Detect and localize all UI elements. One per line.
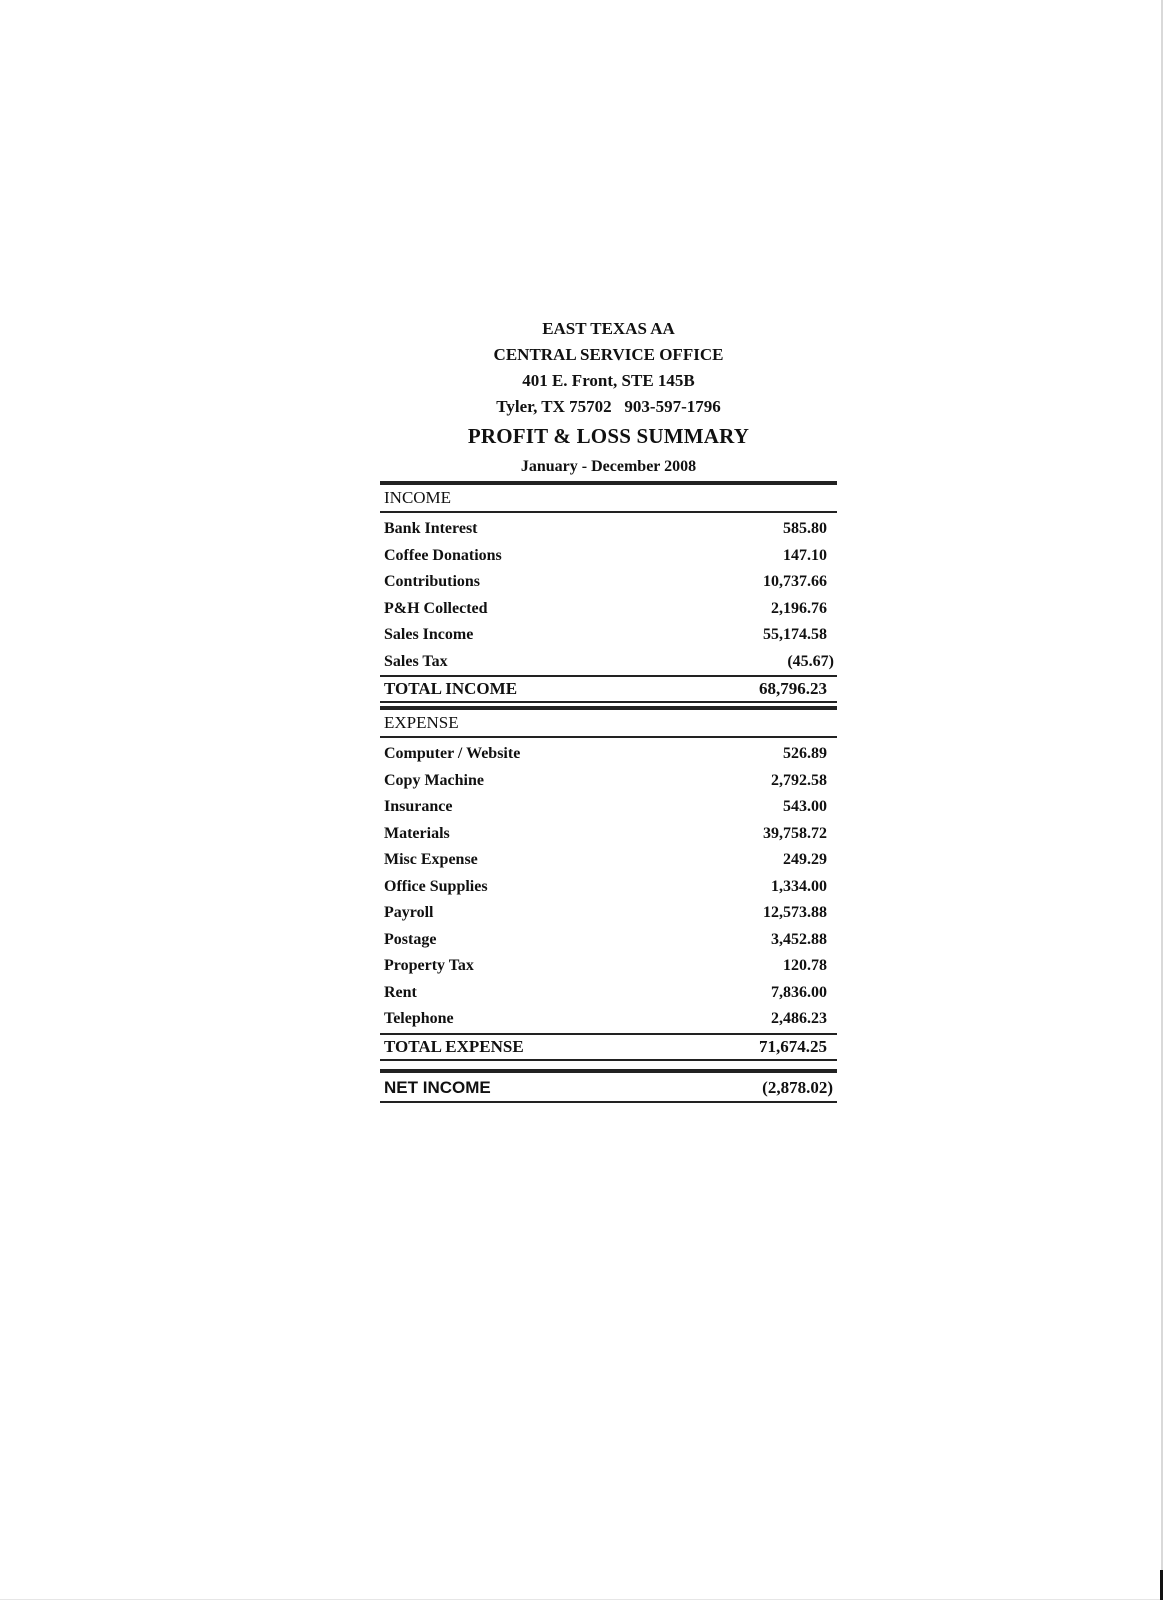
expense-row (380, 980, 837, 1007)
report-title: PROFIT & LOSS SUMMARY (467, 424, 750, 448)
row-amount: 1,334.00 (771, 877, 827, 895)
income-row (380, 516, 837, 543)
row-label: Copy Machine (384, 771, 484, 789)
row-amount: 526.89 (783, 745, 827, 762)
net-income-label: NET INCOME (384, 1077, 491, 1097)
total-income-label: TOTAL INCOME (384, 679, 518, 698)
income-heading: INCOME (384, 488, 452, 507)
row-label: Insurance (384, 798, 453, 815)
row-label: Telephone (384, 1010, 454, 1027)
expense-row (380, 768, 837, 795)
row-label: Postage (384, 930, 437, 948)
row-label: Payroll (384, 904, 434, 921)
row-label: Misc Expense (384, 851, 478, 868)
expense-row (380, 821, 837, 848)
row-label: Contributions (384, 573, 481, 590)
row-amount: 249.29 (783, 851, 827, 868)
expense-row (380, 1006, 837, 1033)
income-row (380, 622, 837, 649)
expense-row (380, 874, 837, 901)
net-income-amount: (2,878.02) (762, 1077, 833, 1097)
total-expense-amount: 71,674.25 (759, 1036, 827, 1056)
total-expense-label: TOTAL EXPENSE (384, 1036, 524, 1056)
row-amount: 543.00 (783, 798, 827, 815)
row-amount: 39,758.72 (763, 824, 827, 842)
row-amount: 12,573.88 (763, 904, 827, 921)
row-label: Computer / Website (384, 745, 521, 762)
row-amount: (45.67) (787, 652, 834, 670)
expense-row (380, 953, 837, 980)
row-label: Sales Income (384, 626, 474, 643)
total-income-amount: 68,796.23 (759, 679, 827, 698)
org-name: EAST TEXAS AA (542, 319, 675, 338)
net-income-row (380, 1073, 837, 1101)
row-label: Coffee Donations (384, 546, 502, 564)
income-row (380, 649, 837, 676)
row-amount: 120.78 (783, 957, 827, 974)
row-label: P&H Collected (384, 599, 488, 617)
row-amount: 7,836.00 (771, 983, 827, 1001)
expense-row (380, 741, 837, 768)
pl-table (380, 481, 837, 1103)
expense-row (380, 847, 837, 874)
expense-row (380, 794, 837, 821)
total-income-row (380, 677, 837, 701)
row-amount: 147.10 (783, 546, 827, 564)
expense-heading: EXPENSE (384, 713, 459, 732)
row-label: Property Tax (384, 957, 474, 974)
report-period: January - December 2008 (520, 458, 697, 475)
row-label: Bank Interest (384, 520, 478, 537)
row-label: Materials (384, 824, 450, 842)
income-row (380, 569, 837, 596)
expense-row (380, 900, 837, 927)
row-amount: 10,737.66 (763, 573, 827, 590)
row-amount: 2,792.58 (771, 771, 827, 789)
report-header (380, 316, 837, 478)
row-amount: 585.80 (783, 520, 827, 537)
income-row (380, 596, 837, 623)
income-row (380, 543, 837, 570)
city-phone: Tyler, TX 75702 903-597-1796 (496, 397, 721, 416)
total-expense-row (380, 1035, 837, 1059)
row-label: Sales Tax (384, 652, 448, 670)
row-amount: 2,196.76 (771, 599, 827, 617)
office-address: 401 E. Front, STE 145B (522, 371, 695, 390)
row-label: Rent (384, 983, 417, 1001)
row-amount: 55,174.58 (763, 626, 827, 643)
office-name: CENTRAL SERVICE OFFICE (493, 345, 724, 364)
row-amount: 2,486.23 (771, 1010, 827, 1027)
row-label: Office Supplies (384, 877, 488, 895)
row-amount: 3,452.88 (771, 930, 827, 948)
expense-row (380, 927, 837, 954)
